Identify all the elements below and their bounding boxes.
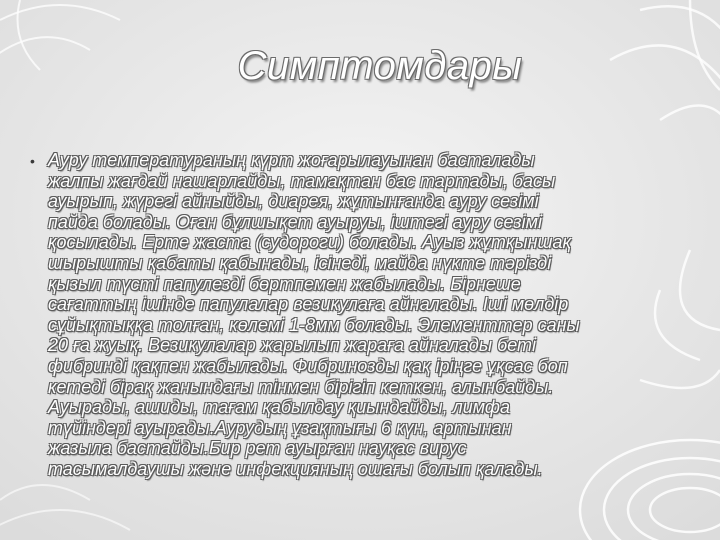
paragraph-line: фибринді қақпен жабылады. Фибринозды қақ іріңге ұқсас боп bbox=[48, 355, 568, 376]
bullet-paragraph bbox=[48, 150, 580, 480]
paragraph-line: қосылады. Ерте жаста (судороги) болады. Ауыз жұтқыншақ bbox=[48, 232, 571, 253]
paragraph-line: 20 ға жуық. Везикулалар жарылып жараға айналады беті bbox=[48, 335, 536, 356]
paragraph-line: тасымалдаушы және инфекцияның ошағы болып қалады. bbox=[48, 458, 543, 479]
paragraph-line: ауырып, жүрегі айныйды, диарея, жұтынғанда ауру сезімі bbox=[48, 191, 539, 212]
paragraph-line: жазыла бастайды.Бир рет ауырған науқас вирус bbox=[48, 438, 467, 459]
paragraph-line: Ауырады, ашиды, тағам қабылдау қиындайды, лимфа bbox=[48, 397, 510, 418]
paragraph-line: кетеді бірақ жанындағы тінмен бірігіп кеткен, алынбайды. bbox=[48, 376, 554, 397]
paragraph-line: пайда болады. Оған бұлшықет ауыруы, іштегі ауру сезімі bbox=[48, 211, 542, 232]
slide-title: Симптомдары bbox=[237, 44, 523, 88]
paragraph-line: Ауру температураның күрт жоғарылауынан басталады bbox=[48, 150, 535, 170]
bullet-item bbox=[30, 150, 680, 480]
slide-content bbox=[30, 150, 680, 480]
paragraph-line: сұйықтыққа толған, көлемі 1-8мм болады. Элементтер саны bbox=[48, 314, 580, 335]
paragraph-line: шырышты қабаты қабынады, ісінеді, майда нүкте тәрізді bbox=[48, 252, 552, 273]
paragraph-line: қызыл түсті папулезді бөртпемен жабылады. Бірнеше bbox=[48, 273, 521, 294]
paragraph-line: түйіндері ауырады.Аурудың ұзақтығы 6 күн, артынан bbox=[48, 417, 512, 438]
paragraph-line: жалпы жағдай нашарлайды, тамақтан бас тартады, басы bbox=[48, 170, 556, 191]
paragraph-line: сағаттың ішінде папулалар везикулаға айналады. Іші мөлдір bbox=[48, 294, 569, 315]
bullet-icon: • bbox=[30, 153, 35, 169]
